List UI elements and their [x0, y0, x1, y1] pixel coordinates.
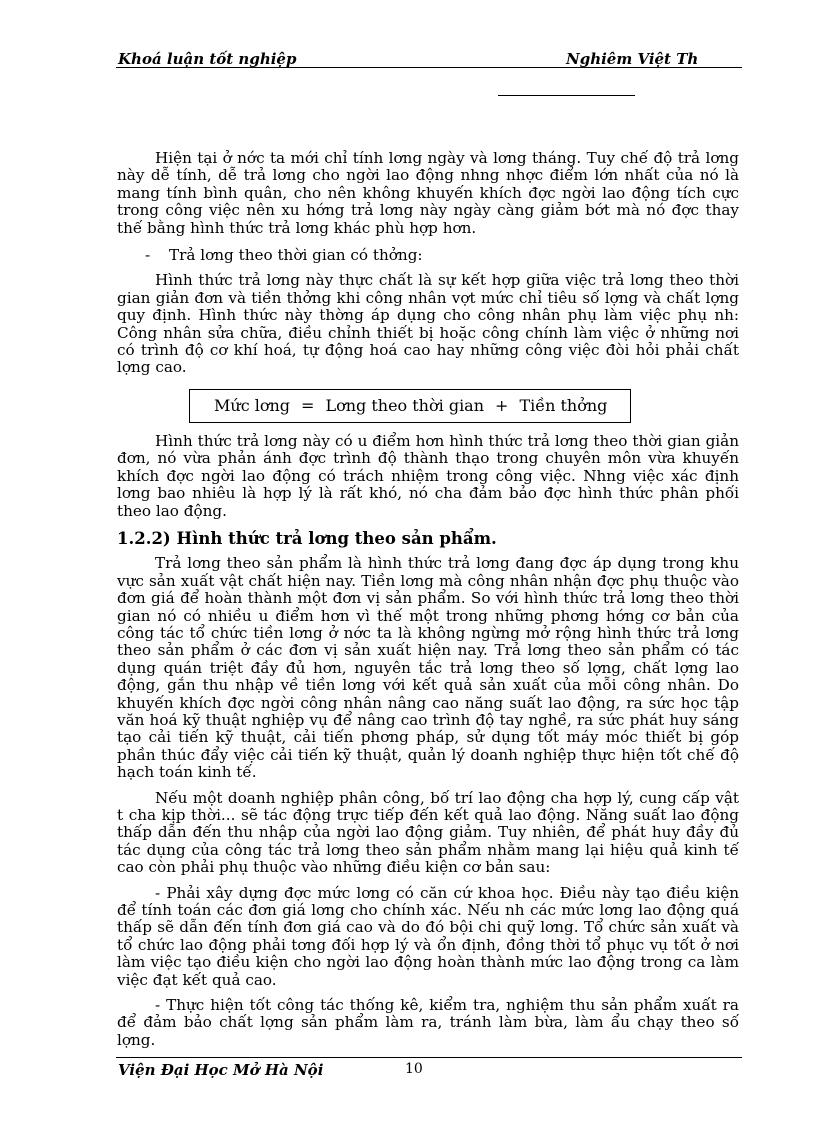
header-title: Khoá luận tốt nghiệp	[118, 50, 297, 68]
paragraph-6: - Phải xây dựng đợc mức lơng có căn cứ khoa học. Điều này tạo điều kiện để tính toán các đơn giá lơng cho chính xác. Nếu nh các mức lơng lao động quá thấp sẽ dẫn đến tính đơn giá cao và do đó bội chi quỹ lơng. Tổ chức sản xuất và tổ chức lao động phải tơng đối hợp lý và ổn định, đồng thời tổ phục vụ tốt ở nơi làm việc tạo điều kiện cho ngời lao động hoàn thành mức lao động trong ca làm việc đạt kết quả cao.	[117, 883, 739, 989]
bullet-text: Trả lơng theo thời gian có thởng:	[169, 246, 423, 265]
paragraph-4: Trả lơng theo sản phẩm là hình thức trả lơng đang đợc áp dụng trong khu vực sản xuất vật chất hiện nay. Tiền lơng mà công nhân nhận đợc phụ thuộc vào đơn giá để hoàn thành một đơn vị sản phẩm. So với hình thức trả lơng theo thời gian nó có nhiều u điểm hơn vì thế một trong những phơng hớng cơ bản của công tác tổ chức tiền lơng ở nớc ta là không ngừng mở rộng hình thức trả lơng theo sản phẩm ở các đơn vị sản xuất hiện nay. Trả lơng theo sản phẩm có tác dụng quán triệt đầy đủ hơn, nguyên tắc trả lơng theo số lợng, chất lợng lao động, gắn thu nhập về tiền lơng với kết quả sản xuất của mỗi công nhân. Do khuyến khích đợc ngời công nhân nâng cao năng suất lao động, ra sức học tập văn hoá kỹ thuật nghiệp vụ để nâng cao trình độ tay nghề, ra sức phát huy sáng tạo cải tiến kỹ thuật, cải tiến phơng pháp, sử dụng tốt máy móc thiết bị góp phần thúc đẩy việc cải tiến kỹ thuật, quản lý doanh nghiệp thực hiện tốt chế độ hạch toán kinh tế.	[117, 554, 739, 782]
formula-plus: +	[495, 396, 509, 416]
formula-box	[189, 389, 631, 423]
formula-equals: =	[301, 396, 315, 416]
formula-lhs: Mức lơng	[214, 396, 291, 416]
paragraph-3: Hình thức trả lơng này có u điểm hơn hình thức trả lơng theo thời gian giản đơn, nó vừa phản ánh đợc trình độ thành thạo trong chuyên môn vừa khuyến khích đợc ngời lao động có trách nhiệm trong công việc. Nhng việc xác định lơng bao nhiêu là hợp lý là rất khó, nó cha đảm bảo đợc hình thức phân phối theo lao động.	[117, 431, 739, 520]
formula-term-1: Lơng theo thời gian	[325, 396, 485, 416]
header-rule	[116, 67, 742, 68]
header-author: Nghiêm Việt Th	[566, 50, 699, 68]
paragraph-2: Hình thức trả lơng này thực chất là sự kết hợp giữa việc trả lơng theo thời gian giản đơn và tiền thởng khi công nhân vợt mức chỉ tiêu số lợng và chất lợng quy định. Hình thức này thờng áp dụng cho công nhân phụ làm việc phụ nh: Công nhân sửa chữa, điều chỉnh thiết bị hoặc công chính làm việc ở những nơi có trình độ cơ khí hoá, tự động hoá cao hay những công việc đòi hỏi phải chất lợng cao.	[117, 271, 739, 377]
paragraph-1: Hiện tại ở nớc ta mới chỉ tính lơng ngày và lơng tháng. Tuy chế độ trả lơng này dễ tính, dễ trả lơng cho ngời lao động nhng nhợc điểm lớn nhất của nó là mang tính bình quân, cho nên không khuyến khích đợc ngời lao động tích cực trong công việc nên xu hớng trả lơng này ngày càng giảm bớt mà nó đợc thay thế bằng hình thức trả lơng khác phù hợp hơn.	[117, 149, 739, 237]
section-heading: 1.2.2) Hình thức trả lơng theo sản phẩm.	[117, 528, 497, 548]
formula-block	[117, 377, 739, 425]
bullet-item	[117, 247, 739, 264]
page-number: 10	[405, 1061, 423, 1077]
paragraph-5: Nếu một doanh nghiệp phân công, bố trí lao động cha hợp lý, cung cấp vật t cha kịp thời... sẽ tác động trực tiếp đến kết quả lao động. Năng suất lao động thấp dẫn đến thu nhập của ngời lao động giảm. Tuy nhiên, để phát huy đầy đủ tác dụng của công tác trả lơng theo sản phẩm nhằm mang lại hiệu quả kinh tế cao còn phải phụ thuộc vào những điều kiện cơ bản sau:	[117, 788, 739, 877]
paragraph-7: - Thực hiện tốt công tác thống kê, kiểm tra, nghiệm thu sản phẩm xuất ra để đảm bảo chất lợng sản phẩm làm ra, tránh làm bừa, làm ẩu chạy theo số lợng.	[117, 996, 739, 1049]
document-body	[117, 150, 739, 1049]
footer-rule	[116, 1057, 742, 1058]
bullet-dash: -	[145, 246, 151, 265]
footer-institution: Viện Đại Học Mở Hà Nội	[118, 1061, 324, 1079]
formula-term-2: Tiền thởng	[519, 396, 608, 416]
header-short-rule	[498, 95, 635, 96]
